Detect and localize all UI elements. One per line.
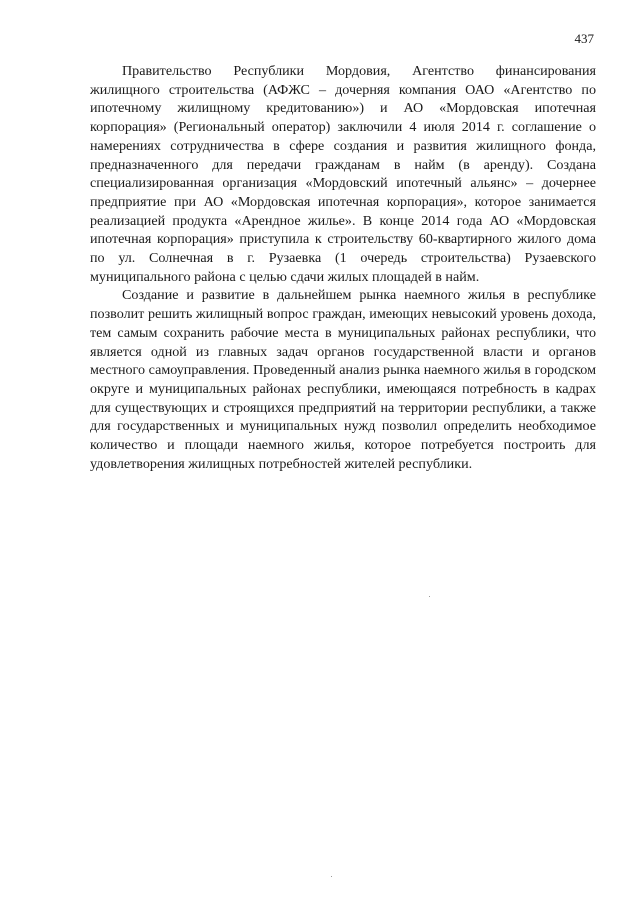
paragraph-rental-market: Создание и развитие в дальнейшем рынка наемного жилья в республике позволит решить жилищный вопрос граждан, имеющих невысокий уровень дохода, тем самым сохранить рабочие места в муниципальных районах республики, что является одной из главных задач органов государственной власти и органов местного самоуправления. Проведенный анализ рынка наемного жилья в городском округе и муниципальных районах республики, имеющаяся потребность в кадрах для существующих и строящихся предприятий на территории республики, а также для государственных и муниципальных нужд позволил определить необходимое количество и площади наемного жилья, которое потребуется построить для удовлетворения жилищных потребностей жителей республики. (90, 287, 596, 472)
scan-speck (331, 876, 332, 877)
page-number: 437 (574, 31, 594, 46)
paragraph-agreement: Правительство Республики Мордовия, Агентство финансирования жилищного строительства (АФЖС – дочерняя компания ОАО «Агентство по ипотечному жилищному кредитованию») и АО «Мордовская ипотечная корпорация» (Региональный оператор) заключили 4 июля 2014 г. соглашение о намерениях сотрудничества в сфере создания и развития жилищного фонда, предназначенного для передачи гражданам в найм (в аренду). Создана специализированная организация «Мордовский ипотечный альянс» – дочернее предприятие при АО «Мордовская ипотечная корпорация», которое занимается реализацией продукта «Арендное жилье». В конце 2014 года АО «Мордовская ипотечная корпорация» приступила к строительству 60-квартирного жилого дома по ул. Солнечная в г. Рузаевка (1 очередь строительства) Рузаевского муниципального района с целью сдачи жилых площадей в найм. (90, 63, 596, 285)
body-text (90, 62, 596, 473)
scan-speck (429, 596, 430, 597)
